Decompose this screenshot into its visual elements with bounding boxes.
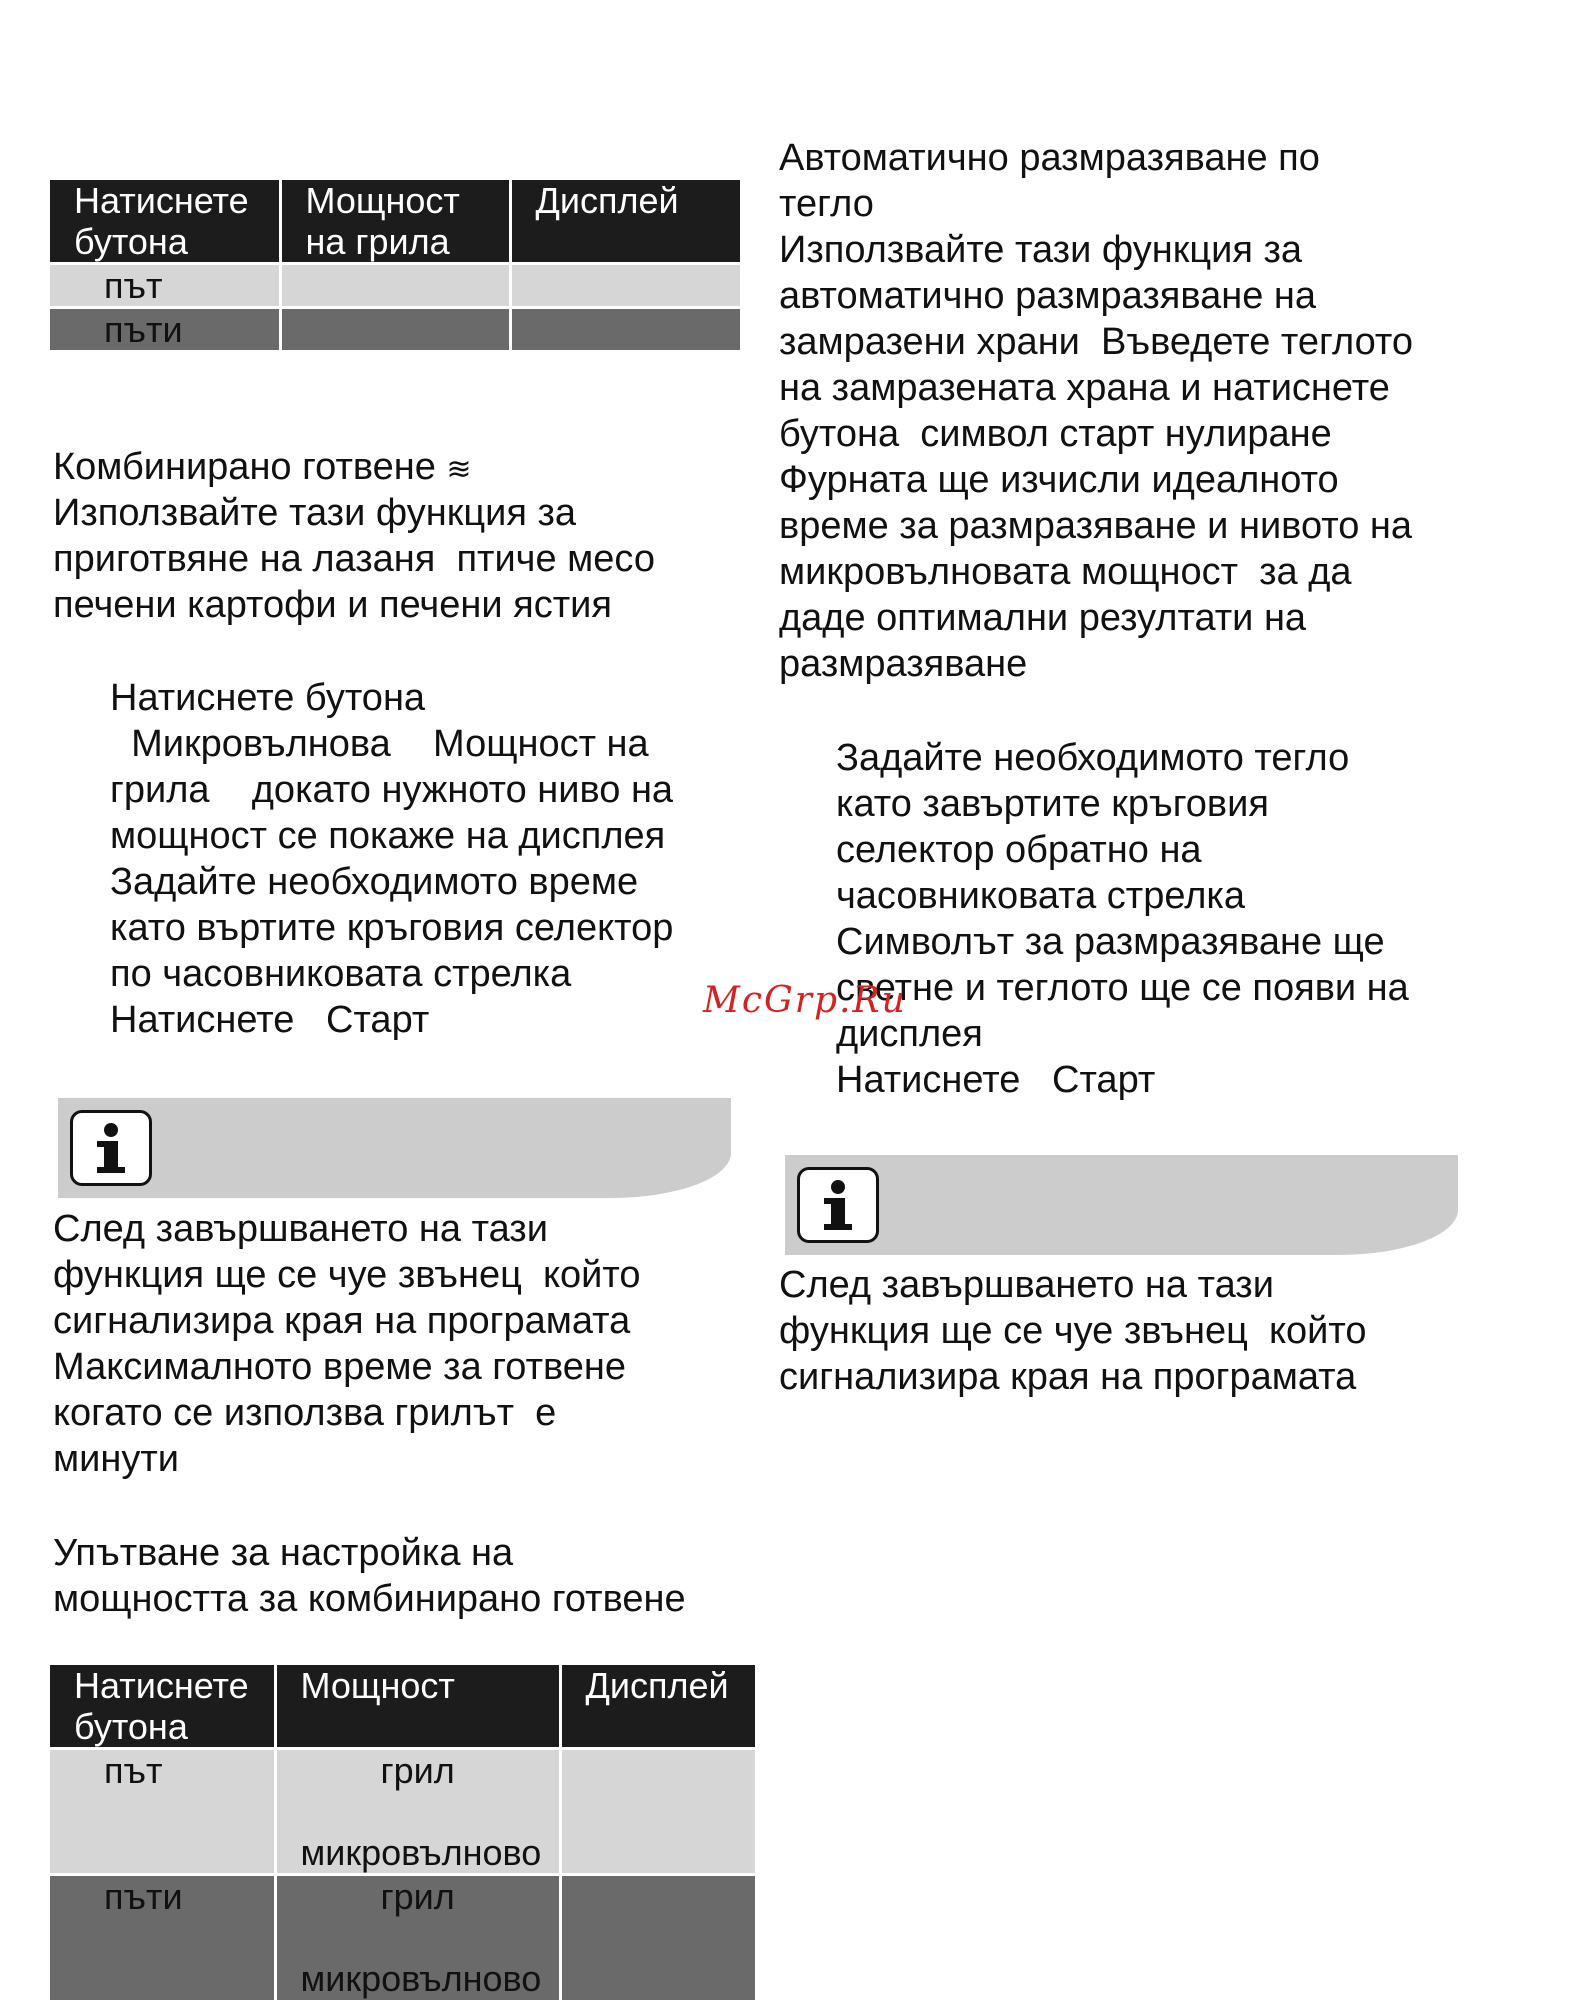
table-cell: път <box>50 1749 275 1875</box>
table-cell: грил микровълново <box>275 1749 560 1875</box>
table-cell <box>510 308 740 351</box>
table-cell <box>280 264 510 308</box>
table-cell: пъти <box>50 1875 275 2000</box>
info-bar <box>785 1155 1458 1255</box>
header-power: Мощност <box>275 1665 560 1749</box>
table-cell <box>560 1875 755 2000</box>
header-press-button: Натиснете бутона <box>50 1665 275 1749</box>
table-cell: грил микровълново <box>275 1875 560 2000</box>
header-press-button: Натиснете бутона <box>50 180 280 264</box>
watermark: McGrp.Ru <box>703 980 907 1021</box>
table-row <box>50 308 740 351</box>
header-grill-power: Мощност на грила <box>280 180 510 264</box>
combi-section-title: Комбинирано готвене ≋ <box>53 446 472 488</box>
table-cell: път <box>50 264 280 308</box>
table-row <box>50 264 740 308</box>
combi-power-table <box>50 1665 755 2000</box>
table-cell <box>280 308 510 351</box>
header-display: Дисплей <box>510 180 740 264</box>
combi-note: След завършването на тази функция ще се чуе звънец който сигнализира края на програмата Максималното време за готвене когато се използва грилът е минути <box>53 1208 641 1480</box>
defrost-description: Използвайте тази функция за автоматично размразяване на замразени храни Въведете теглото на замразената храна и натиснете бутона символ старт нулиране Фурната ще изчисли идеалното време за размразяване и нивото на микровълновата мощност за да даде оптимални резултати на размразяване <box>779 229 1414 685</box>
info-icon <box>797 1167 879 1243</box>
table-row <box>50 1749 755 1875</box>
combi-description: Използвайте тази функция за приготвяне на лазаня птиче месо печени картофи и печени ястия <box>53 492 655 626</box>
table-row <box>50 1875 755 2000</box>
table-cell <box>560 1749 755 1875</box>
combi-mode-icon: ≋ <box>446 453 472 486</box>
grill-power-table <box>50 180 740 350</box>
table-cell <box>510 264 740 308</box>
combi-steps: Натиснете бутона Микровълнова Мощност на грила докато нужното ниво на мощност се покаже на дисплея Задайте необходимото време като въртите кръговия селектор по часовниковата стрелка Натиснете Старт <box>110 677 674 1041</box>
table-cell: пъти <box>50 308 280 351</box>
info-icon <box>70 1110 152 1186</box>
power-guide-heading: Упътване за настройка на мощността за комбинирано готвене <box>53 1532 686 1620</box>
header-display: Дисплей <box>560 1665 755 1749</box>
defrost-note: След завършването на тази функция ще се чуе звънец който сигнализира края на програмата <box>779 1264 1367 1398</box>
defrost-steps: Задайте необходимото тегло като завъртите кръговия селектор обратно на часовниковата стрелка Символът за размразяване ще светне и теглото ще се появи на дисплея Натиснете Старт <box>836 737 1409 1101</box>
info-bar <box>58 1098 731 1198</box>
defrost-title: Автоматично размразяване по тегло <box>779 137 1320 225</box>
